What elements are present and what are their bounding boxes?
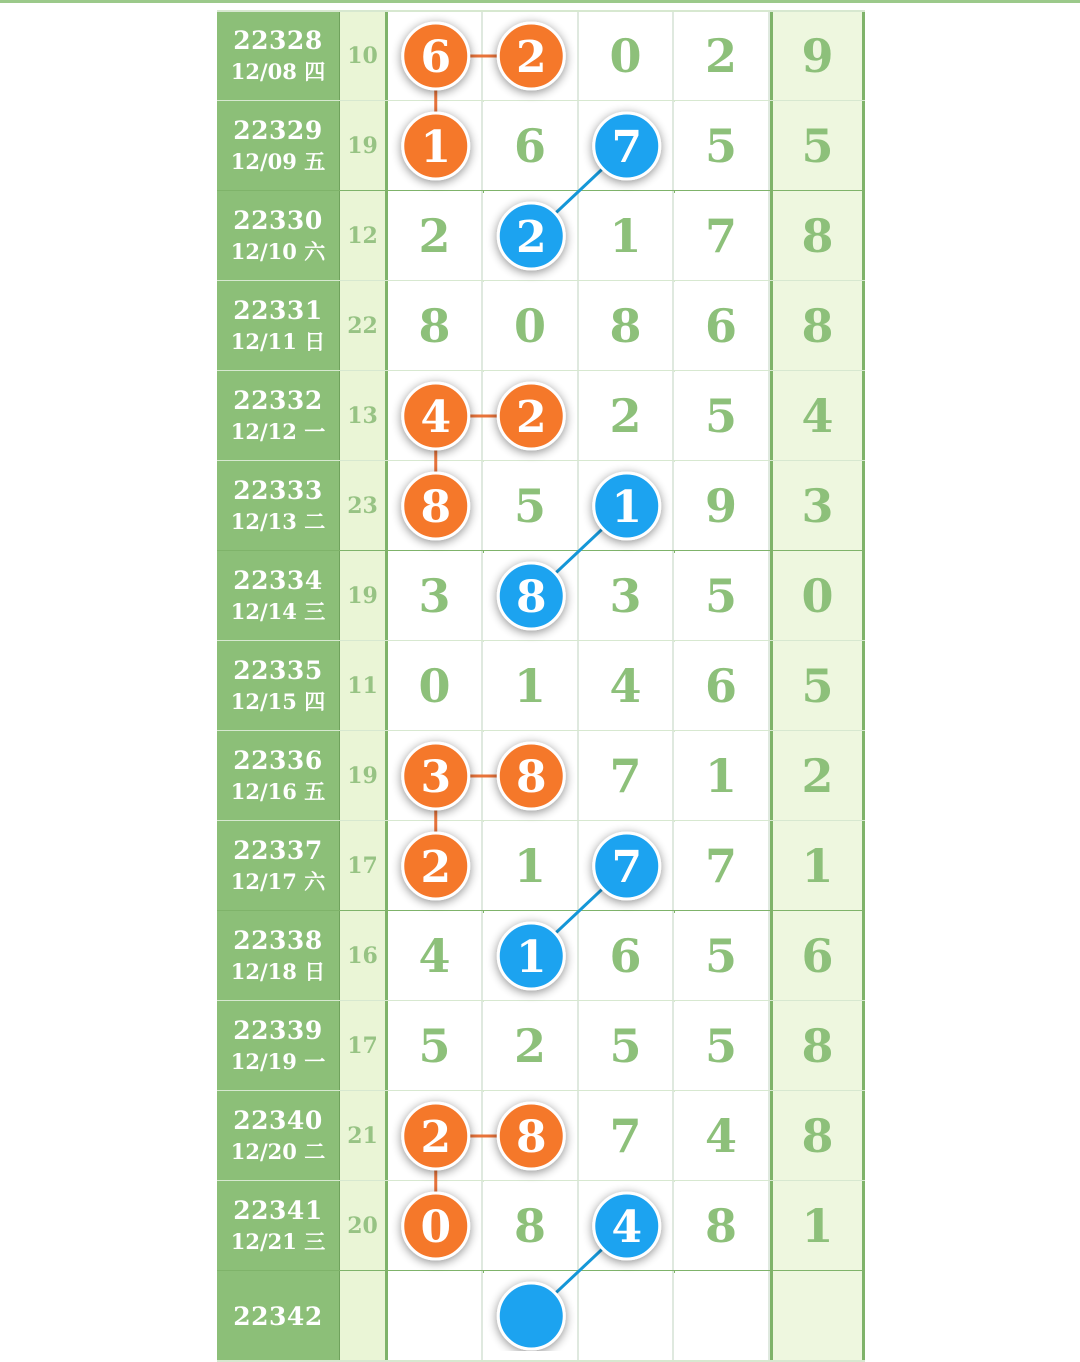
orange-ball xyxy=(403,383,469,449)
issue-number: 22334 xyxy=(233,566,323,595)
digit-cell: 3 xyxy=(579,551,674,641)
digit-cell: 9 xyxy=(675,461,770,551)
digit-cell: 7 xyxy=(579,731,674,821)
draw-date: 12/10 六 xyxy=(230,239,326,264)
digit-cell: 5 xyxy=(675,1001,770,1091)
draw-date: 12/19 一 xyxy=(230,1049,326,1074)
digit-cell: 2 xyxy=(675,11,770,101)
sum-value: 19 xyxy=(340,101,388,191)
digit-cell: 1 xyxy=(484,641,579,731)
digit-cell: 0 xyxy=(388,641,483,731)
digit-cell: 6 xyxy=(484,101,579,191)
sum-value: 13 xyxy=(340,371,388,461)
digit-cell: 4 xyxy=(675,1091,770,1181)
ball-digit: 7 xyxy=(611,122,643,173)
orange-ball xyxy=(403,113,469,179)
sum-value: 10 xyxy=(340,11,388,101)
issue-number: 22329 xyxy=(233,116,323,145)
orange-ball xyxy=(498,383,564,449)
ball-digit: 1 xyxy=(420,122,452,173)
ball-digit: 2 xyxy=(515,392,547,443)
tail-value: 3 xyxy=(770,461,865,551)
issue-number: 22339 xyxy=(233,1016,323,1045)
draw-date: 12/18 日 xyxy=(230,959,326,984)
issue-number: 22341 xyxy=(233,1196,323,1225)
sum-value: 19 xyxy=(340,551,388,641)
blue-ball xyxy=(594,113,660,179)
digit-cell: 6 xyxy=(675,281,770,371)
ball-digit: 8 xyxy=(515,752,547,803)
orange-ball xyxy=(403,23,469,89)
orange-ball xyxy=(403,1193,469,1259)
sum-value: 20 xyxy=(340,1181,388,1271)
draw-date: 12/13 二 xyxy=(230,509,326,534)
sum-value: 17 xyxy=(340,821,388,911)
orange-ball xyxy=(498,1103,564,1169)
blue-ball xyxy=(498,563,564,629)
digit-cell: 4 xyxy=(579,641,674,731)
tail-value: 1 xyxy=(770,821,865,911)
issue-number: 22337 xyxy=(233,836,323,865)
digit-cell: 6 xyxy=(579,911,674,1001)
sum-value: 19 xyxy=(340,731,388,821)
ball-digit: 1 xyxy=(611,482,643,533)
blue-ball xyxy=(594,473,660,539)
issue-number: 22336 xyxy=(233,746,323,775)
draw-date: 12/17 六 xyxy=(230,869,326,894)
tail-value: 9 xyxy=(770,11,865,101)
ball-digit: 4 xyxy=(611,1202,643,1253)
sum-value: 23 xyxy=(340,461,388,551)
issue-number: 22338 xyxy=(233,926,323,955)
tail-value: 4 xyxy=(770,371,865,461)
sum-value: 17 xyxy=(340,1001,388,1091)
orange-ball xyxy=(403,1103,469,1169)
sum-value: 22 xyxy=(340,281,388,371)
digit-cell: 5 xyxy=(675,101,770,191)
tail-value: 8 xyxy=(770,191,865,281)
tail-value: 1 xyxy=(770,1181,865,1271)
digit-cell: 0 xyxy=(579,11,674,101)
ball-digit: 7 xyxy=(611,842,643,893)
digit-cell: 6 xyxy=(675,641,770,731)
digit-cell: 2 xyxy=(388,191,483,281)
sum-value: 21 xyxy=(340,1091,388,1181)
issue-number: 22331 xyxy=(233,296,323,325)
issue-number: 22342 xyxy=(233,1301,323,1331)
tail-value: 2 xyxy=(770,731,865,821)
blue-ball xyxy=(594,1193,660,1259)
digit-cell: 0 xyxy=(484,281,579,371)
draw-date: 12/20 二 xyxy=(230,1139,326,1164)
draw-date: 12/15 四 xyxy=(230,689,326,714)
orange-ball xyxy=(403,473,469,539)
digit-cell: 8 xyxy=(579,281,674,371)
draw-date: 12/14 三 xyxy=(230,599,326,624)
orange-ball xyxy=(498,743,564,809)
digit-cell: 2 xyxy=(579,371,674,461)
tail-value: 8 xyxy=(770,281,865,371)
digit-cell: 2 xyxy=(484,1001,579,1091)
digit-cell: 8 xyxy=(388,281,483,371)
sum-value: 11 xyxy=(340,641,388,731)
ball-digit: 3 xyxy=(420,752,452,803)
draw-date: 12/11 日 xyxy=(230,329,326,354)
draw-date: 12/12 一 xyxy=(230,419,326,444)
orange-ball xyxy=(403,743,469,809)
blue-ball xyxy=(594,833,660,899)
sum-value: 16 xyxy=(340,911,388,1001)
ball-digit: 8 xyxy=(420,482,452,533)
digit-cell: 5 xyxy=(675,551,770,641)
digit-cell: 3 xyxy=(388,551,483,641)
ball-digit: 2 xyxy=(515,32,547,83)
ball-digit: 6 xyxy=(420,32,452,83)
ball-digit: 4 xyxy=(420,392,452,443)
orange-ball xyxy=(498,23,564,89)
issue-number: 22335 xyxy=(233,656,323,685)
ball-digit: 0 xyxy=(420,1202,452,1253)
digit-cell: 5 xyxy=(484,461,579,551)
digit-cell: 5 xyxy=(675,371,770,461)
ball-digit: 2 xyxy=(420,1112,452,1163)
draw-date: 12/09 五 xyxy=(230,149,326,174)
tail-value: 5 xyxy=(770,641,865,731)
tail-value: 8 xyxy=(770,1091,865,1181)
draw-date: 12/21 三 xyxy=(230,1229,326,1254)
issue-number: 22328 xyxy=(233,26,323,55)
digit-cell: 1 xyxy=(579,191,674,281)
tail-value: 0 xyxy=(770,551,865,641)
orange-ball xyxy=(403,833,469,899)
blue-ball xyxy=(498,1283,564,1349)
digit-cell: 1 xyxy=(484,821,579,911)
digit-cell: 4 xyxy=(388,911,483,1001)
issue-number: 22330 xyxy=(233,206,323,235)
digit-cell: 7 xyxy=(675,821,770,911)
tail-value: 8 xyxy=(770,1001,865,1091)
digit-cell: 8 xyxy=(675,1181,770,1271)
sum-value: 12 xyxy=(340,191,388,281)
digit-cell: 5 xyxy=(675,911,770,1001)
blue-ball xyxy=(498,203,564,269)
ball-digit: 2 xyxy=(515,212,547,263)
ball-digit: 1 xyxy=(515,932,547,983)
ball-digit: 2 xyxy=(420,842,452,893)
digit-cell: 1 xyxy=(675,731,770,821)
ball-digit: 8 xyxy=(515,1112,547,1163)
blue-ball xyxy=(498,923,564,989)
issue-number: 22332 xyxy=(233,386,323,415)
digit-cell: 7 xyxy=(675,191,770,281)
digit-cell: 5 xyxy=(579,1001,674,1091)
draw-date: 12/08 四 xyxy=(230,59,326,84)
digit-cell: 5 xyxy=(388,1001,483,1091)
digit-cell: 7 xyxy=(579,1091,674,1181)
draw-date: 12/16 五 xyxy=(230,779,326,804)
tail-value: 6 xyxy=(770,911,865,1001)
digit-cell: 8 xyxy=(484,1181,579,1271)
tail-value: 5 xyxy=(770,101,865,191)
ball-digit: 8 xyxy=(515,572,547,623)
issue-number: 22340 xyxy=(233,1106,323,1135)
issue-number: 22333 xyxy=(233,476,323,505)
